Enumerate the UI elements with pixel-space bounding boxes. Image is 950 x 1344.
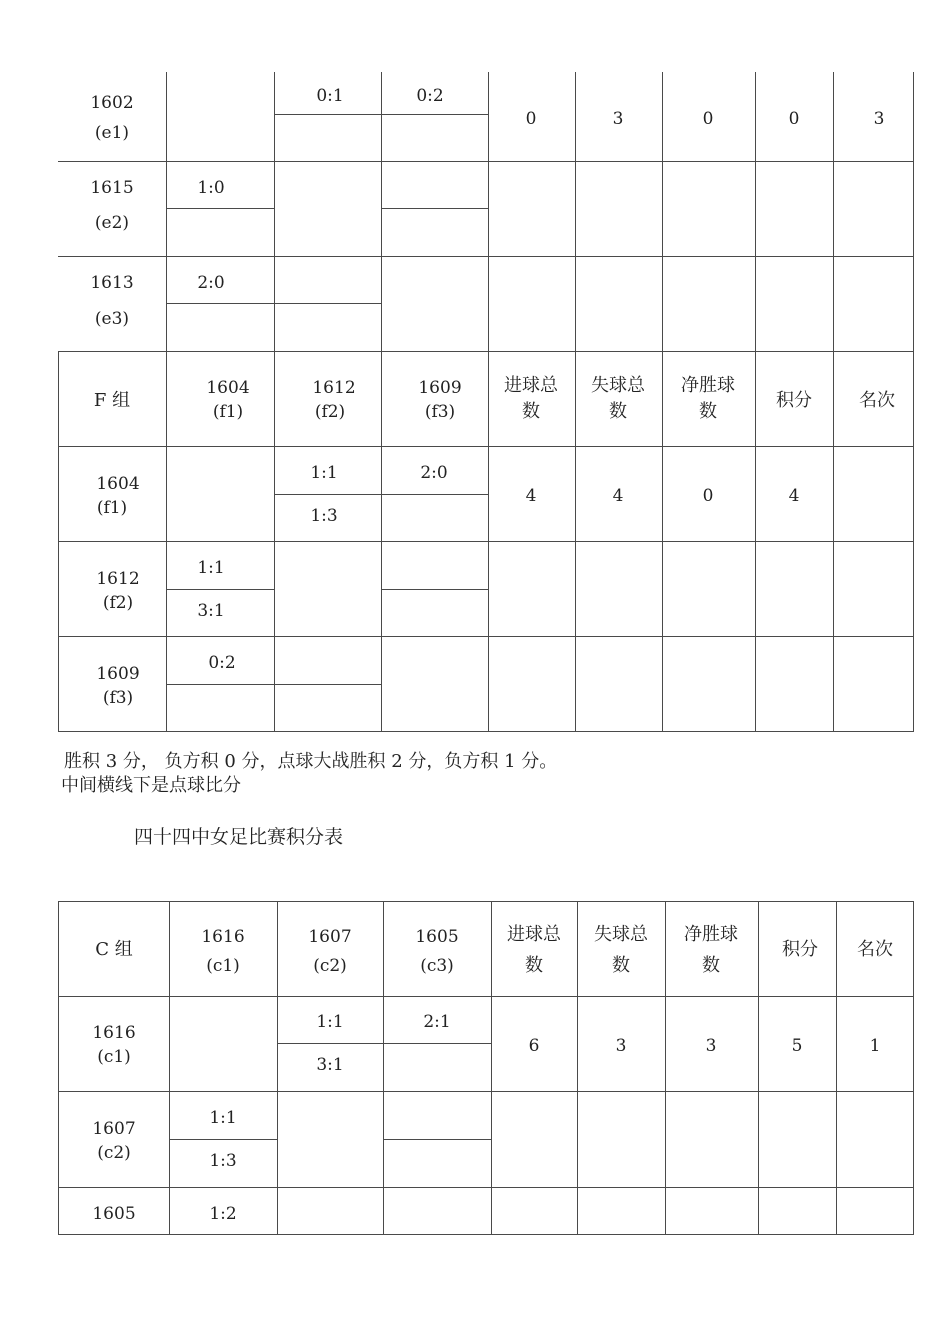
split-line (274, 114, 488, 115)
match-score: 1:1 (310, 463, 338, 483)
team-id: 1607 (92, 1119, 136, 1139)
split-line (169, 1139, 277, 1140)
team-id: 1613 (90, 273, 134, 293)
grid-line (58, 996, 914, 997)
header-points: 积分 (776, 390, 812, 411)
team-code: (f3) (424, 402, 456, 422)
grid-line (383, 901, 384, 1235)
team-code: (c3) (420, 956, 454, 976)
penalty-score: 3:1 (316, 1055, 344, 1075)
group-label: F 组 (93, 390, 131, 411)
match-score: 2:0 (197, 273, 225, 293)
header-goals-against: 数 (609, 401, 627, 422)
team-code: (f2) (102, 593, 134, 613)
goals-for: 4 (525, 486, 537, 506)
grid-line (58, 1091, 914, 1092)
split-line (381, 589, 488, 590)
team-id: 1612 (312, 378, 356, 398)
split-line (274, 494, 488, 495)
goal-diff: 0 (702, 109, 714, 129)
grid-line (758, 901, 759, 1235)
grid-line (58, 256, 914, 257)
penalty-score: 3:1 (197, 601, 225, 621)
split-line (277, 1043, 491, 1044)
goal-diff: 3 (705, 1036, 717, 1056)
header-goal-diff: 净胜球 (684, 924, 738, 945)
team-code: (c1) (206, 956, 240, 976)
grid-line (755, 72, 756, 732)
header-points: 积分 (782, 939, 818, 960)
header-rank: 名次 (857, 939, 893, 960)
penalty-score: 1:3 (310, 506, 338, 526)
team-code: (e1) (94, 123, 130, 143)
team-code: (e2) (94, 213, 130, 233)
team-id: 1605 (415, 927, 459, 947)
team-code: (c1) (97, 1047, 131, 1067)
team-id: 1616 (201, 927, 245, 947)
goals-against: 3 (615, 1036, 627, 1056)
split-line (381, 208, 488, 209)
goals-for: 6 (528, 1036, 540, 1056)
grid-line (58, 901, 914, 902)
grid-line (836, 901, 837, 1235)
group-label: C 组 (95, 939, 133, 960)
grid-line (58, 541, 914, 542)
scoring-rule-note: 胜积 3 分， 负方积 0 分，点球大战胜积 2 分，负方积 1 分。 (64, 751, 558, 772)
goals-against: 4 (612, 486, 624, 506)
team-code: (f1) (96, 498, 128, 518)
grid-line (58, 446, 914, 447)
grid-line (488, 72, 489, 732)
match-score: 0:2 (208, 653, 236, 673)
grid-line (274, 72, 275, 732)
split-line (166, 589, 274, 590)
header-goals-for: 进球总 (507, 924, 561, 945)
team-code: (f1) (212, 402, 244, 422)
header-goals-for: 进球总 (504, 375, 558, 396)
match-score: 0:2 (416, 86, 444, 106)
points: 0 (788, 109, 800, 129)
split-line (166, 208, 274, 209)
grid-line (58, 351, 914, 352)
grid-line (58, 731, 914, 732)
grid-line (833, 72, 834, 732)
match-score: 1:2 (209, 1204, 237, 1224)
team-id: 1607 (308, 927, 352, 947)
match-score: 1:1 (209, 1108, 237, 1128)
match-score: 0:1 (316, 86, 344, 106)
team-id: 1604 (96, 474, 140, 494)
match-score: 2:1 (423, 1012, 451, 1032)
header-goal-diff: 数 (702, 955, 720, 976)
header-goals-for: 数 (522, 401, 540, 422)
grid-line (166, 72, 167, 732)
grid-line (58, 352, 59, 732)
split-line (166, 684, 381, 685)
grid-line (58, 901, 59, 1235)
grid-line (58, 1187, 914, 1188)
grid-line (662, 72, 663, 732)
grid-line (58, 636, 914, 637)
goals-for: 0 (525, 109, 537, 129)
rank: 1 (869, 1036, 881, 1056)
rank: 3 (873, 109, 885, 129)
team-code: (c2) (313, 956, 347, 976)
goal-diff: 0 (702, 486, 714, 506)
grid-line (491, 901, 492, 1235)
match-score: 2:0 (420, 463, 448, 483)
team-code: (c2) (97, 1143, 131, 1163)
split-line (383, 1139, 491, 1140)
header-goals-for: 数 (525, 955, 543, 976)
team-id: 1602 (90, 93, 134, 113)
grid-line (575, 72, 576, 732)
header-goal-diff: 净胜球 (681, 375, 735, 396)
header-goal-diff: 数 (699, 401, 717, 422)
header-goals-against: 失球总 (591, 375, 645, 396)
team-id: 1616 (92, 1023, 136, 1043)
grid-line (169, 901, 170, 1235)
team-id: 1615 (90, 178, 134, 198)
grid-line (381, 72, 382, 732)
team-code: (e3) (94, 309, 130, 329)
grid-line (665, 901, 666, 1235)
grid-line (58, 1234, 914, 1235)
points: 4 (788, 486, 800, 506)
split-line (166, 303, 381, 304)
points: 5 (791, 1036, 803, 1056)
team-id: 1605 (92, 1204, 136, 1224)
grid-line (913, 72, 914, 732)
team-id: 1609 (418, 378, 462, 398)
match-score: 1:0 (197, 178, 225, 198)
match-score: 1:1 (316, 1012, 344, 1032)
team-code: (f2) (314, 402, 346, 422)
team-id: 1604 (206, 378, 250, 398)
header-goals-against: 数 (612, 955, 630, 976)
team-id: 1612 (96, 569, 140, 589)
grid-line (277, 901, 278, 1235)
penalty-note: 中间横线下是点球比分 (61, 775, 241, 796)
penalty-score: 1:3 (209, 1151, 237, 1171)
team-code: (f3) (102, 688, 134, 708)
goals-against: 3 (612, 109, 624, 129)
grid-line (913, 901, 914, 1235)
team-id: 1609 (96, 664, 140, 684)
header-rank: 名次 (859, 390, 895, 411)
grid-line (577, 901, 578, 1235)
page-title: 四十四中女足比赛积分表 (134, 826, 344, 848)
header-goals-against: 失球总 (594, 924, 648, 945)
match-score: 1:1 (197, 558, 225, 578)
grid-line (58, 161, 914, 162)
